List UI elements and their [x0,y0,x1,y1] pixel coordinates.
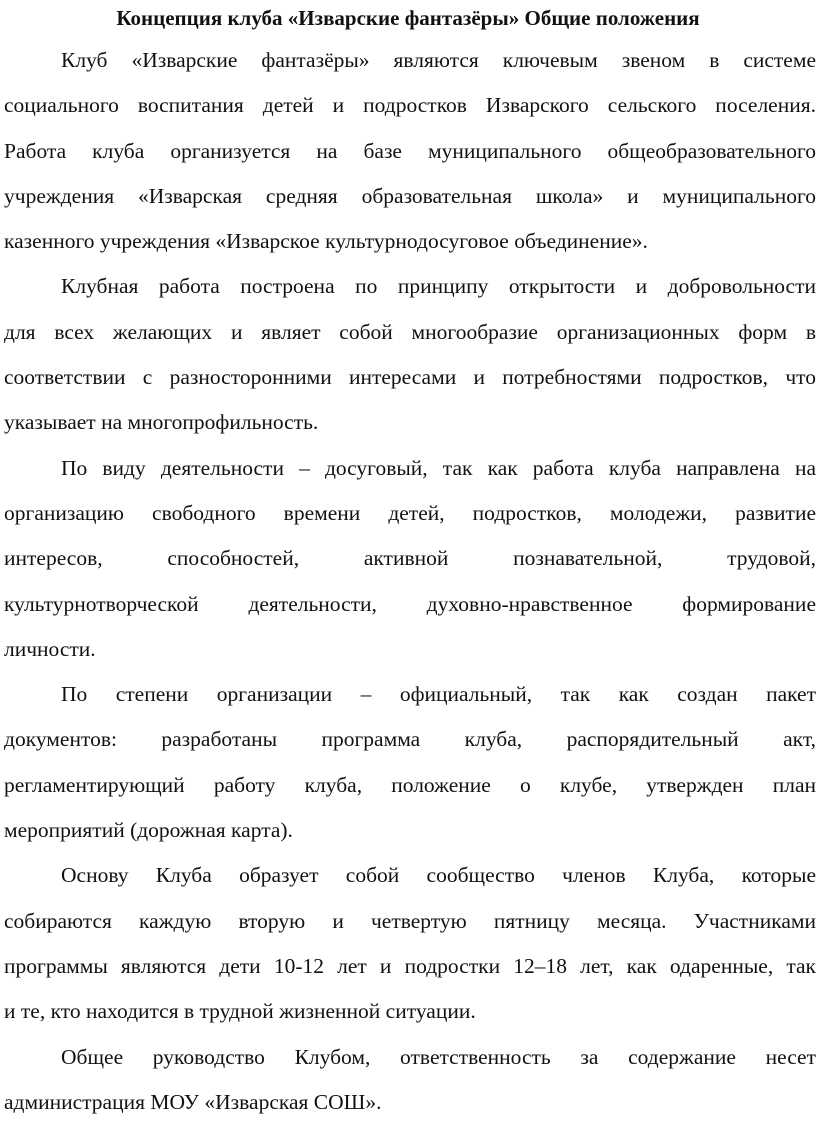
document-title: Концепция клуба «Изварские фантазёры» Общие положения [116,6,700,30]
paragraph-line: собираются каждую вторую и четвертую пятницу месяца. Участниками [4,908,816,933]
paragraph-line: для всех желающих и являет собой многообразие организационных форм в [4,319,816,344]
paragraph-line: администрация МОУ «Изварская СОШ». [4,1089,382,1114]
paragraph-3 [4,446,816,672]
paragraph-line: По степени организации – официальный, так как создан пакет [61,682,816,707]
paragraph-line: документов: разработаны программа клуба, распорядительный акт, [4,727,816,752]
paragraph-line: По виду деятельности – досуговый, так как работа клуба направлена на [61,455,816,480]
paragraph-line: Клуб «Изварские фантазёры» являются ключевым звеном в системе [61,48,816,72]
paragraph-line: Клубная работа построена по принципу открытости и добровольности [61,274,816,299]
paragraph-line: указывает на многопрофильность. [4,410,319,435]
paragraph-4 [4,672,816,853]
paragraph-line: Общее руководство Клубом, ответственность за содержание несет [61,1044,816,1069]
paragraph-line: учреждения «Изварская средняя образовательная школа» и муниципального [4,183,816,208]
paragraph-5 [4,853,816,1034]
paragraph-line: Работа клуба организуется на базе муниципального общеобразовательного [4,138,816,163]
paragraph-line: социального воспитания детей и подростков Изварского сельского поселения. [4,93,816,118]
document-body [4,38,816,1125]
paragraph-line: организацию свободного времени детей, подростков, молодежи, развитие [4,500,816,525]
paragraph-line: казенного учреждения «Изварское культурнодосуговое объединение». [4,229,648,254]
paragraph-line: регламентирующий работу клуба, положение о клубе, утвержден план [4,772,816,797]
paragraph-line: соответствии с разносторонними интересами и потребностями подростков, что [4,365,816,390]
paragraph-1 [4,38,816,264]
paragraph-line: интересов, способностей, активной познавательной, трудовой, [4,546,816,571]
paragraph-2 [4,264,816,445]
paragraph-line: Основу Клуба образует собой сообщество членов Клуба, которые [61,863,816,888]
paragraph-line: личности. [4,636,96,661]
paragraph-6 [4,1035,816,1126]
paragraph-line: мероприятий (дорожная карта). [4,818,293,843]
paragraph-line: и те, кто находится в трудной жизненной ситуации. [4,999,476,1024]
paragraph-line: программы являются дети 10-12 лет и подростки 12–18 лет, как одаренные, так [4,953,816,978]
paragraph-line: культурнотворческой деятельности, духовно-нравственное формирование [4,591,816,616]
